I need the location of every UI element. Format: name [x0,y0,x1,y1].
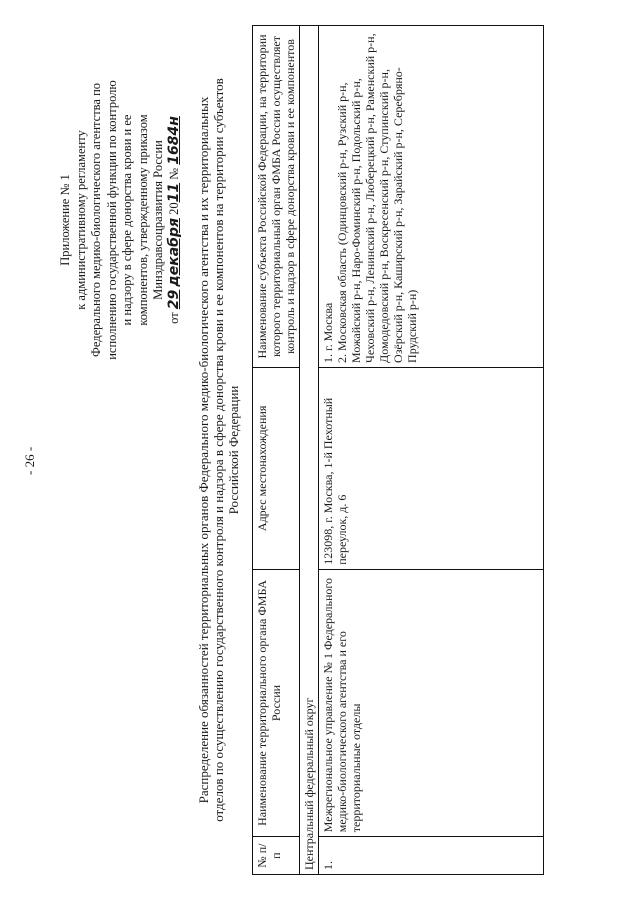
page-number: - 26 - [22,446,37,475]
appendix-line: Минздравсоцразвития России [151,140,165,300]
appendix-line: исполнению государственной функции по контролю [104,80,119,360]
title-line: отделов по осуществлению государственного контроля и надзора в сфере донорства крови и ее компонентов на территории субъектов [211,78,226,822]
region-label: Центральный федеральный округ [300,26,319,875]
row-num: 1. [319,837,544,875]
title-line: Российской Федерации [226,385,241,515]
date-prefix: от [166,312,181,324]
appendix-line: компонентов, утвержденному приказом [135,114,150,326]
row-organ-name: Межрегиональное управление № 1 Федерального медико-биологического агентства и его территориальные отделы [319,569,544,836]
appendix-line: Приложение № 1 [58,174,72,266]
year-prefix: 20 [166,202,181,215]
handwritten-year: 11 [165,182,182,203]
document-title [196,35,241,865]
header-address: Адрес местонахождения [253,367,300,569]
number-prefix: № [166,167,181,180]
subject-item: 2. Московская область (Одинцовский р-н, Рузский р-н, Можайский р-н, Наро-Фоминский р-н, Подольский р-н, Чеховский р-н, Ленинский р-н, Люберецкий р-н, Раменский р-н, Домодедовский р-н, Воскресенский р-н, Ступинский р-н, Озёрский р-н, Каширский р-н, Зарайский р-н, Серебряно-Прудский р-н) [335,33,419,363]
appendix-line: к административному регламенту [73,130,88,310]
region-row [300,26,319,875]
title-line: Распределение обязанностей территориальных органов Федерального медико-биологического агентства и их территориальных [196,96,211,804]
handwritten-day: 29 [165,289,182,310]
header-organ-name: Наименование территориального органа ФМБА России [253,569,300,836]
handwritten-order-number: 1684н [165,116,182,165]
order-date-line [167,55,183,385]
subject-item: 1. г. Москва [321,302,335,363]
header-subject: Наименование субъекта Российской Федерации, на территории которого территориальный орган ФМБА России осуществляет контроль и надзор в сфере донорства крови и ее компонентов [253,26,300,368]
appendix-line: и надзору в сфере донорства крови и ее [120,114,134,326]
appendix-header [58,55,182,385]
table-header-row [253,26,300,875]
row-subjects [319,26,544,368]
row-address: 123098, г. Москва, 1-й Пехотный переулок, д. 6 [319,367,544,569]
header-num: № п/п [253,837,300,875]
table-row [319,26,544,875]
distribution-table [252,25,544,875]
handwritten-month: декабря [165,218,182,287]
appendix-line: Федерального медико-биологического агентства по [89,82,103,358]
